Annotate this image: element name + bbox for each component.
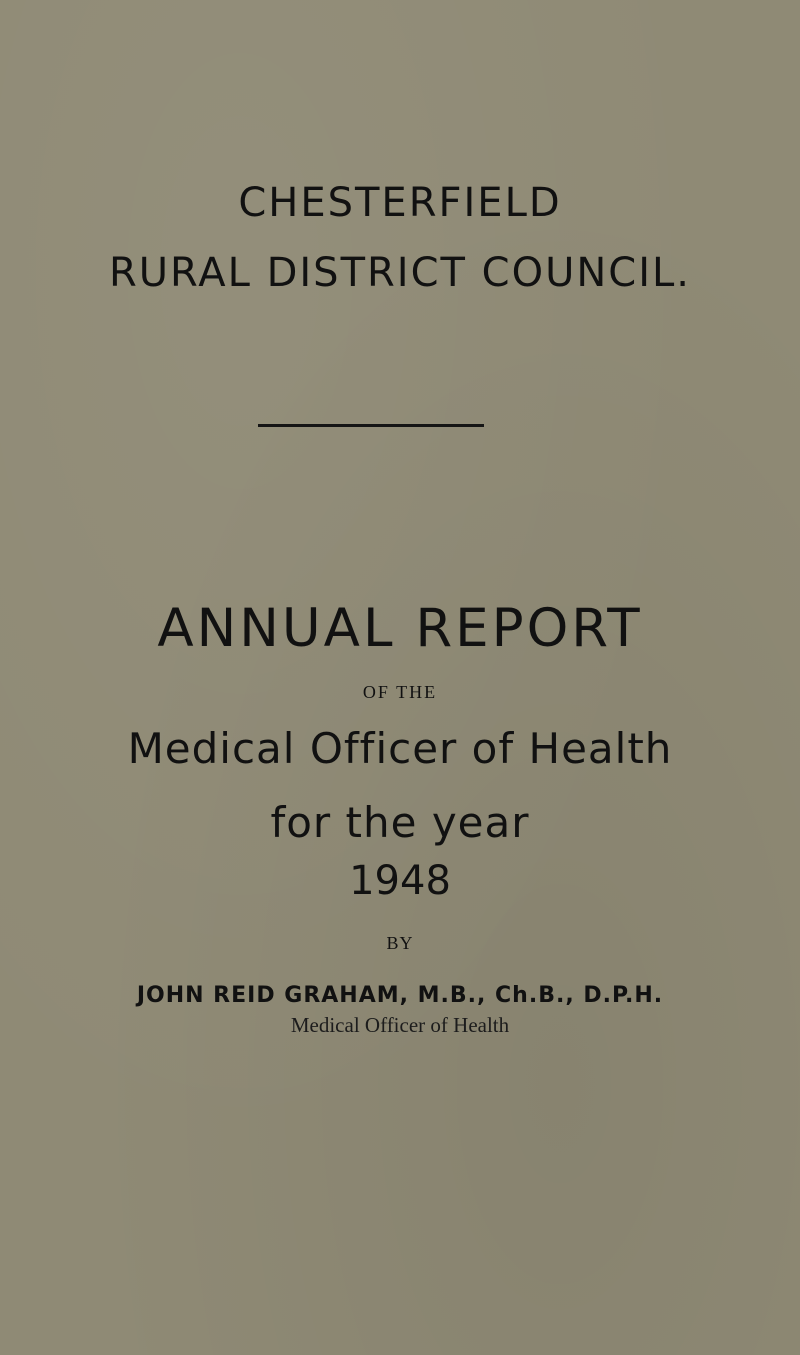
author-title: Medical Officer of Health	[290, 1013, 510, 1037]
author-name: JOHN REID GRAHAM, M.B., Ch.B., D.P.H.	[136, 983, 664, 1008]
of-the-text: OF THE	[362, 682, 438, 702]
officer-heading: Medical Officer of Health	[127, 724, 673, 773]
divider-rule	[258, 424, 484, 427]
by-text: BY	[386, 933, 414, 953]
report-year: 1948	[349, 858, 451, 904]
report-title: ANNUAL REPORT	[157, 598, 643, 659]
council-name: CHESTERFIELD	[238, 180, 562, 226]
for-the-year-text: for the year	[270, 798, 530, 847]
council-type: RURAL DISTRICT COUNCIL.	[108, 250, 692, 296]
